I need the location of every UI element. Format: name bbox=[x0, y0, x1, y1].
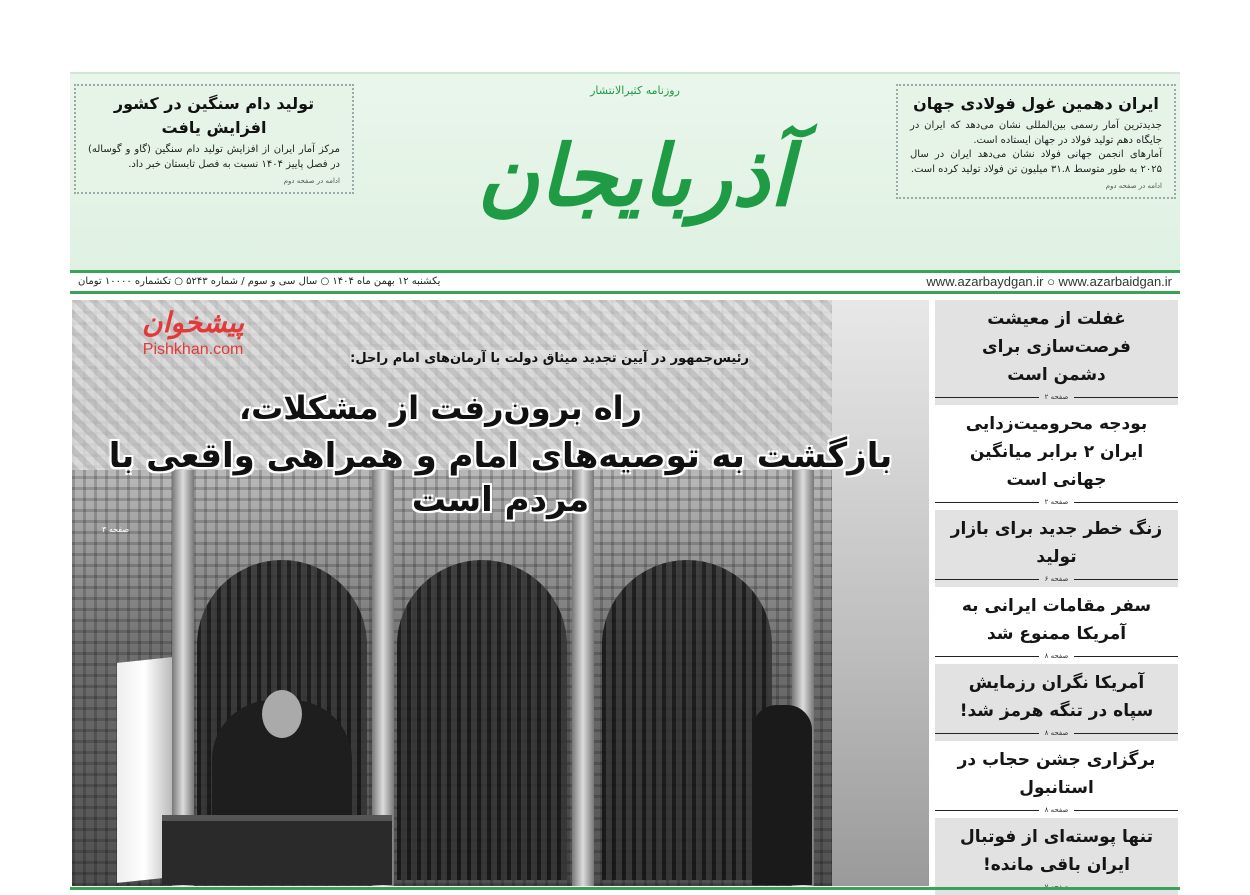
sidebar-item-title: بودجه محرومیت‌زدایی ایران ۲ برابر میانگین جهانی است bbox=[965, 414, 1148, 490]
logo-name: آذربایجان bbox=[477, 126, 793, 225]
main-page-ref: صفحه ۳ bbox=[102, 524, 130, 534]
main-headline-line1[interactable]: راه برون‌رفت از مشکلات، bbox=[238, 389, 643, 427]
watermark-fa: پیشخوان bbox=[142, 306, 245, 339]
sidebar-item[interactable] bbox=[935, 510, 1178, 587]
main-headline bbox=[102, 388, 899, 536]
sidebar-item[interactable] bbox=[935, 587, 1178, 664]
sidebar-item[interactable] bbox=[935, 818, 1178, 895]
watermark-en: Pishkhan.com bbox=[142, 341, 244, 358]
right-teaser-box[interactable] bbox=[896, 84, 1176, 199]
shrine-grille bbox=[397, 560, 567, 880]
pishkhan-watermark bbox=[142, 306, 244, 360]
sidebar-headlines bbox=[935, 300, 1178, 886]
masthead-band bbox=[70, 72, 1180, 270]
left-teaser-more[interactable]: ادامه در صفحه دوم bbox=[283, 177, 340, 185]
sidebar-item[interactable] bbox=[935, 405, 1178, 510]
sidebar-item-title: غفلت از معیشت فرصت‌سازی برای دشمن است bbox=[982, 309, 1131, 385]
sidebar-item-title: سفر مقامات ایرانی به آمریکا ممنوع شد bbox=[961, 596, 1152, 644]
guard bbox=[752, 705, 812, 885]
speaker-head bbox=[262, 690, 302, 738]
podium bbox=[162, 815, 392, 885]
dateline bbox=[70, 270, 1180, 294]
left-teaser-body: مرکز آمار ایران از افزایش تولید دام سنگین (گاو و گوساله) در فصل پاییز ۱۴۰۴ نسبت به فصل تابستان خبر داد. bbox=[88, 144, 340, 170]
newspaper-logo bbox=[410, 74, 860, 272]
sidebar-item[interactable] bbox=[935, 300, 1178, 405]
shrine-grille bbox=[602, 560, 772, 880]
left-teaser-box[interactable] bbox=[74, 84, 354, 194]
sidebar-item-title: زنگ خطر جدید برای بازار تولید bbox=[950, 519, 1163, 567]
sidebar-item-title: برگزاری جشن حجاب در استانبول bbox=[957, 750, 1156, 798]
main-headline-line2[interactable]: بازگشت به توصیه‌های امام و همراهی واقعی با مردم است bbox=[108, 435, 893, 520]
issue-date: یکشنبه ۱۲ بهمن ماه ۱۴۰۴ ○ سال سی و سوم / شماره ۵۲۴۳ ○ تکشماره ۱۰۰۰۰ تومان bbox=[78, 276, 441, 287]
right-teaser-body-1: جدیدترین آمار رسمی بین‌المللی نشان می‌دهد که ایران در جایگاه دهم تولید فولاد در جهان ایستاده است. bbox=[910, 120, 1162, 146]
right-teaser-body-2: آمارهای انجمن جهانی فولاد نشان می‌دهد ایران در سال ۲۰۲۵ به طور متوسط ۳۱.۸ میلیون تن فولاد تولید کرده است. bbox=[910, 149, 1162, 175]
left-teaser-title: تولید دام سنگین در کشور افزایش یافت bbox=[113, 94, 315, 137]
right-teaser-title: ایران دهمین غول فولادی جهان bbox=[913, 94, 1159, 113]
page-ref: صفحه ۸ bbox=[935, 727, 1178, 739]
logo-subtitle: روزنامه کثیرالانتشار bbox=[590, 84, 680, 97]
sidebar-item-title: تنها پوسته‌ای از فوتبال ایران باقی مانده! bbox=[960, 827, 1153, 875]
right-teaser-more[interactable]: ادامه در صفحه دوم bbox=[1105, 182, 1162, 190]
bottom-rule bbox=[70, 887, 1180, 890]
sidebar-item[interactable] bbox=[935, 664, 1178, 741]
main-photo bbox=[72, 300, 929, 886]
page-ref: صفحه ۲ bbox=[935, 496, 1178, 508]
website-links[interactable]: www.azarbaydgan.ir ○ www.azarbaidgan.ir bbox=[926, 274, 1172, 289]
page-ref: صفحه ۶ bbox=[935, 573, 1178, 585]
page-ref: صفحه ۸ bbox=[935, 804, 1178, 816]
page-ref: صفحه ۲ bbox=[935, 391, 1178, 403]
page-ref: صفحه ۸ bbox=[935, 650, 1178, 662]
sidebar-item[interactable] bbox=[935, 741, 1178, 818]
headline-kicker: رئیس‌جمهور در آیین تجدید میثاق دولت با آرمان‌های امام راحل: bbox=[350, 351, 749, 366]
sidebar-item-title: آمریکا نگران رزمایش سپاه در تنگه هرمز شد! bbox=[959, 673, 1154, 721]
